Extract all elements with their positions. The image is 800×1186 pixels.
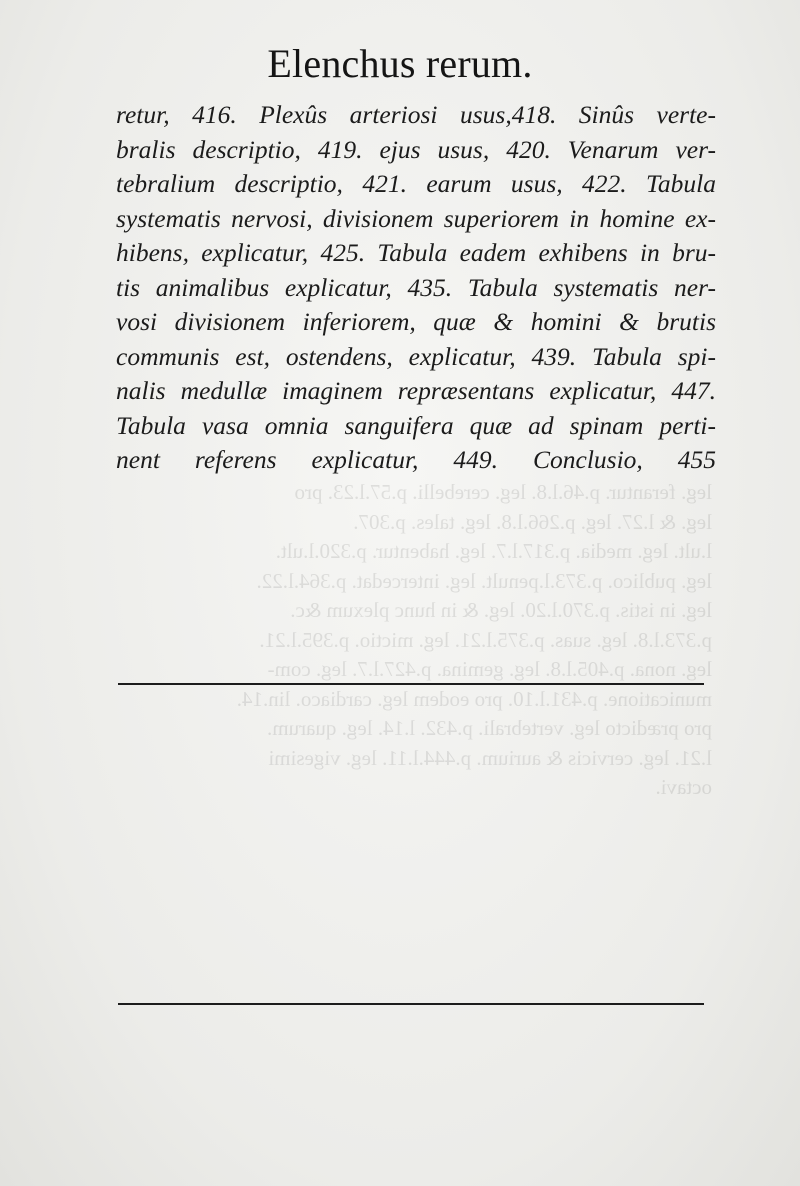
text-line: hibens, explicatur, 425. Tabula eadem exhibens in bru- [116,238,716,267]
text-line: bralis descriptio, 419. ejus usus, 420. Venarum ver- [116,134,716,164]
index-text [116,98,716,478]
text-line: retur, 416. Plexûs arteriosi usus,418. Sinûs verte- [116,100,716,129]
horizontal-rule [118,683,704,685]
text-line: systematis nervosi, divisionem superiorem in homine ex- [116,203,716,233]
page-title: Elenchus rerum. [267,41,533,86]
text-line: vosi divisionem inferiorem, quæ & homini & brutis [116,307,716,336]
show-through-decoration: leg. ferantur. p.46.l.8. leg. cerebelli. p.57.l.23. pro leg. & l.27. leg. p.266.l.8. leg. tales. p.307. l.ult. leg. media. p.317.l.7. leg. habentur. p.320.l.ult. leg. publico. p.373.l.penult. leg. intercedat. p.364.l.22. leg. in istis. p.370.l.20. leg. & in hunc plexum &c. p.373.l.8. leg. suas. p.375.l.21. leg. mictio. p.395.l.21. leg. nona. p.405.l.8. leg. gemina. p.427.l.7. leg. com- municatione. p.431.l.10. pro eodem leg. cardiaco. lin.14. pro prædicto leg. vertebrali. p.432. l.14. leg. quarum. l.21. leg. cervicis & aurium. p.444.l.11. leg. vigesimi octavi. [236,480,712,799]
text-line: tebralium descriptio, 421. earum usus, 422. Tabula [116,169,716,198]
horizontal-rule [118,1003,704,1005]
text-line: communis est, ostendens, explicatur, 439. Tabula spi- [116,341,716,371]
text-line: nalis medullæ imaginem repræsentans explicatur, 447. [116,376,716,405]
text-line: Tabula vasa omnia sanguifera quæ ad spinam perti- [116,410,716,440]
text-line: nent referens explicatur, 449. Conclusio, 455 [116,445,716,474]
text-line: tis animalibus explicatur, 435. Tabula systematis ner- [116,272,716,302]
